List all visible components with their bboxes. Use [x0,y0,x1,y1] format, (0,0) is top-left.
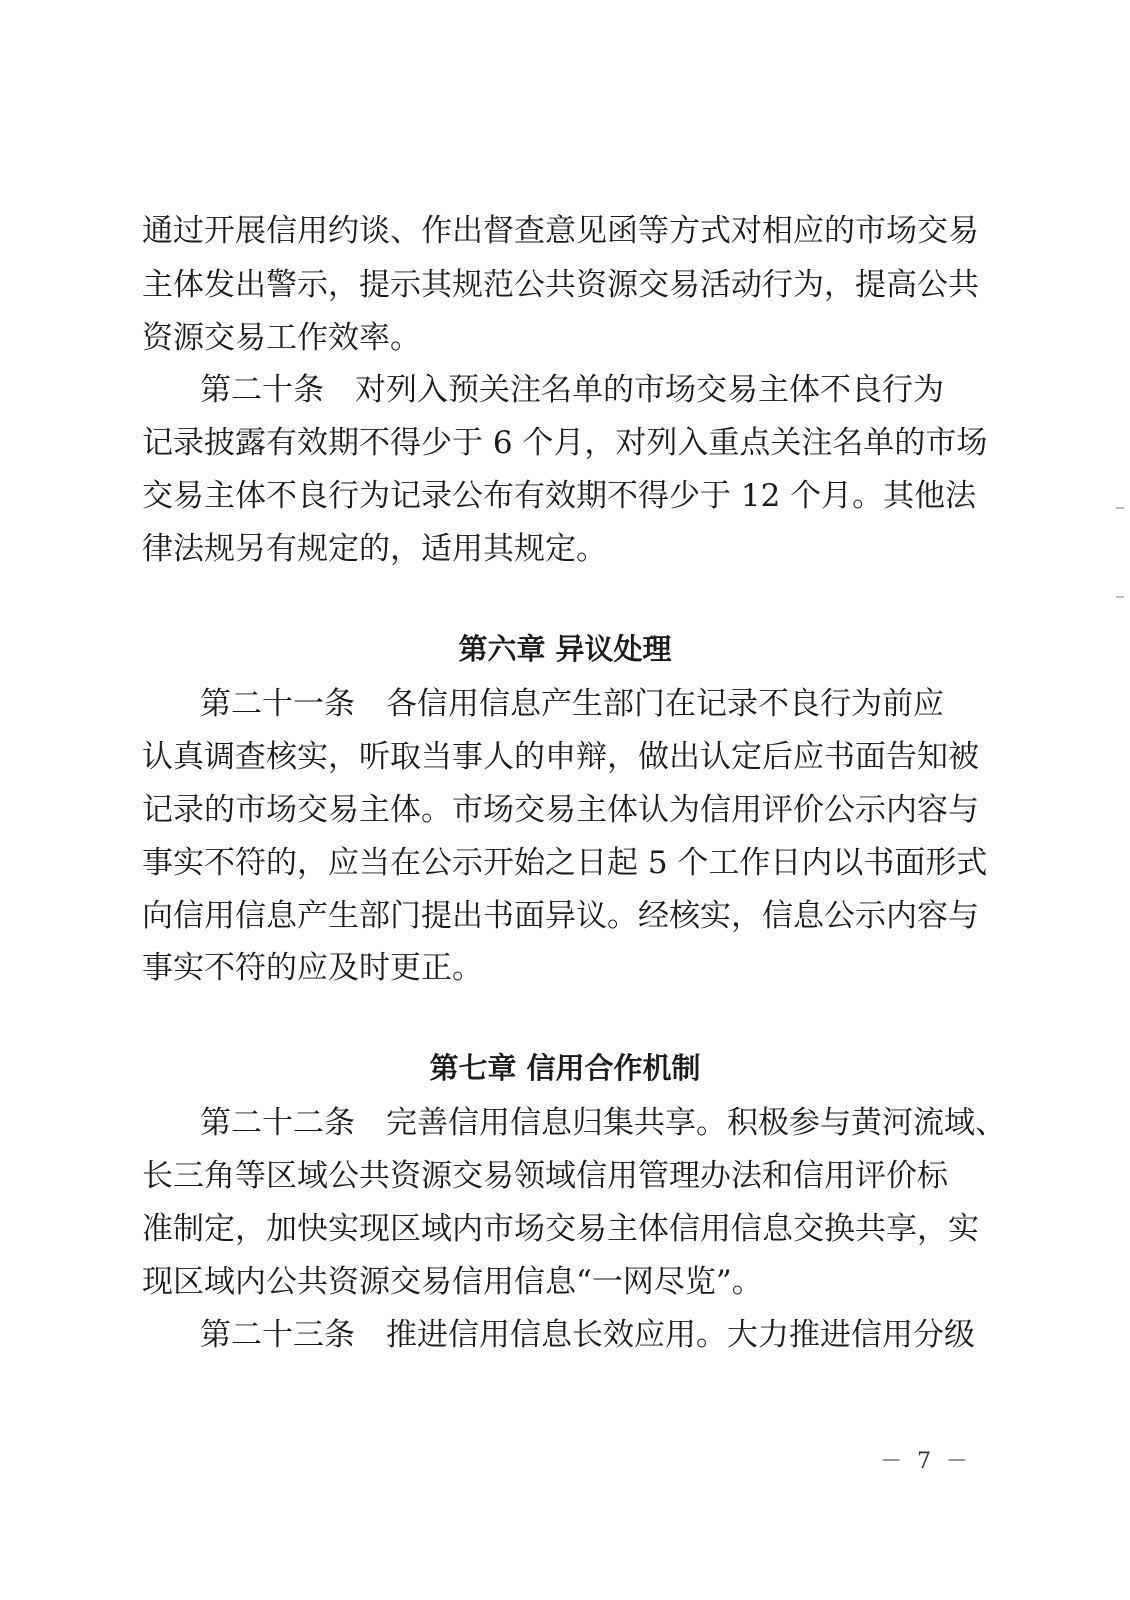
paragraph-line: 现区域内公共资源交易信用信息“一网尽览”。 [142,1264,763,1300]
paragraph-line: 记录披露有效期不得少于 6 个月，对列入重点关注名单的市场 [142,425,988,461]
chapter-7-heading: 第七章 信用合作机制 [429,1051,701,1085]
paragraph-line: 通过开展信用约谈、作出督查意见函等方式对相应的市场交易 [142,213,979,249]
article-22-start: 第二十二条 完善信用信息归集共享。积极参与黄河流域、 [200,1105,1006,1141]
scan-margin-mark [1116,596,1124,598]
article-21-start: 第二十一条 各信用信息产生部门在记录不良行为前应 [200,686,944,722]
paragraph-line: 向信用信息产生部门提出书面异议。经核实，信息公示内容与 [142,898,979,934]
paragraph-line: 事实不符的，应当在公示开始之日起 5 个工作日内以书面形式 [142,845,988,881]
paragraph-line: 事实不符的应及时更正。 [142,950,483,986]
paragraph-line: 长三角等区域公共资源交易领域信用管理办法和信用评价标 [142,1158,948,1194]
article-23-start: 第二十三条 推进信用信息长效应用。大力推进信用分级 [200,1317,975,1353]
article-20-start: 第二十条 对列入预关注名单的市场交易主体不良行为 [200,372,944,408]
paragraph-line: 资源交易工作效率。 [142,320,421,356]
page-number: － 7 － [880,1449,972,1474]
paragraph-line: 交易主体不良行为记录公布有效期不得少于 12 个月。其他法 [142,478,977,514]
scan-margin-mark [1116,507,1124,509]
paragraph-line: 律法规另有规定的，适用其规定。 [142,531,607,567]
paragraph-line: 认真调查核实，听取当事人的申辩，做出认定后应书面告知被 [142,739,979,775]
chapter-6-heading: 第六章 异议处理 [458,632,672,666]
paragraph-line: 主体发出警示，提示其规范公共资源交易活动行为，提高公共 [142,267,979,303]
paragraph-line: 记录的市场交易主体。市场交易主体认为信用评价公示内容与 [142,792,979,828]
paragraph-line: 准制定，加快实现区域内市场交易主体信用信息交换共享，实 [142,1211,979,1247]
